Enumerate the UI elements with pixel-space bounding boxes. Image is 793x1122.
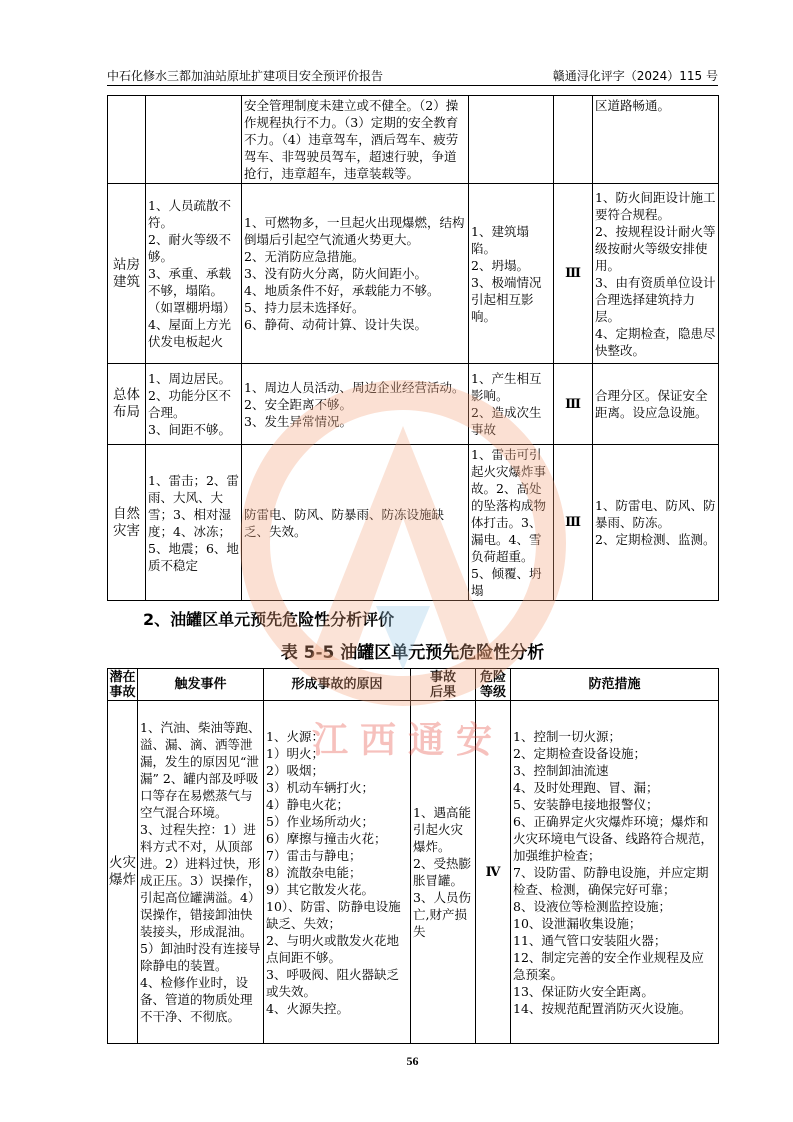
- cell-item: 9）其它散发火花。: [266, 881, 374, 897]
- cell-item: 1、雷击可引起火灾爆炸事故。2、高处的坠落构成物体打击。3、漏电。4、雪负荷超重。5、倾覆、坍塌: [471, 447, 547, 598]
- cell-item: 2、与明火或散发火花地点间距不够。: [266, 932, 399, 965]
- cell-consequence: [469, 96, 554, 184]
- section-heading: 2、油罐区单元预先危险性分析评价: [143, 610, 395, 629]
- cell-item: 1、防雷电、防风、防暴雨、防冻。: [595, 498, 716, 530]
- cell-item: 2、坍塌。: [471, 257, 529, 273]
- cell-trigger: [146, 364, 242, 445]
- cell-item: 3、间距不够。: [148, 422, 231, 437]
- cell-item: Ⅲ: [565, 396, 581, 412]
- header-cause: 形成事故的原因: [264, 669, 411, 701]
- header-risk-level: 危险等级: [476, 669, 511, 701]
- cell-item: 8、设液位等检测监控设施；: [513, 898, 671, 914]
- cell-item: 火灾爆炸: [109, 855, 136, 888]
- cell-item: 3、承重、承载不够，塌陷。（如罩棚坍塌）: [148, 266, 236, 315]
- header-report-title: 中石化修水三都加油站原址扩建项目安全预评价报告: [107, 69, 384, 83]
- table-row: [108, 701, 719, 1044]
- header-trigger-event: 触发事件: [138, 669, 264, 701]
- cell-item: 1、建筑塌陷。: [471, 223, 529, 256]
- cell-level: [554, 96, 593, 184]
- cell-item: 1、人员疏散不符。: [148, 198, 231, 230]
- cell-item: 8）流散杂电能；: [266, 864, 362, 880]
- cell-cause: [264, 701, 411, 1044]
- cell-item: 2、功能分区不合理。: [148, 388, 231, 420]
- cell-level: [554, 364, 593, 445]
- cell-item: 1、周边居民。: [148, 371, 231, 386]
- cell-consequence: [469, 445, 554, 601]
- cell-item: 2、按规程设计耐火等级按耐火等级安排使用。: [595, 223, 716, 273]
- cell-item: 3、发生异常情况。: [244, 413, 352, 429]
- cell-item: 2、受热膨胀冒罐。: [413, 856, 471, 888]
- cell-item: 1、周边人员活动、周边企业经营活动。: [244, 379, 465, 395]
- cell-item: 10）、防雷、防静电设施缺乏、失效；: [266, 898, 401, 931]
- cell-item: 3、过程失控：1）进料方式不对，从顶部进。2）进料过快，形成正压。3）误操作，引起高位罐满溢。4）误操作，错接卸油快装接头，形成混油。: [140, 822, 261, 939]
- cell-measures: [593, 184, 719, 364]
- cell-measures: [511, 701, 719, 1044]
- cell-item: 7）雷击与静电；: [266, 847, 362, 863]
- cell-item: 6、正确界定火灾爆炸环境；爆炸和火灾环境电气设备、线路符合规范，加强维护检查；: [513, 813, 714, 863]
- cell-item: 4、屋面上方光伏发电板起火: [148, 317, 231, 349]
- cell-item: 5、安装静电接地报警仪；: [513, 796, 659, 812]
- cell-item: 3、人员伤亡,财产损失: [413, 890, 471, 939]
- cell-item: Ⅲ: [565, 515, 581, 530]
- cell-hazard: [108, 701, 138, 1044]
- cell-item: 2、无消防应急措施。: [244, 249, 365, 264]
- cell-item: 2、安全距离不够。: [244, 396, 352, 412]
- watermark-text: 江西通安: [312, 720, 505, 761]
- cell-item: 4、定期检查，隐患尽快整改。: [595, 325, 716, 358]
- cell-consequence: [469, 364, 554, 445]
- cell-item: 安全管理制度未建立或不健全。（2）操作规程执行不力。（3）定期的安全教育不力。（4）违章驾车，酒后驾车、疲劳驾车、非驾驶员驾车，超速行驶，争道抢行，违章超车，违章装载等。: [244, 98, 459, 181]
- cell-trigger: [138, 701, 264, 1044]
- table-header-row: [108, 669, 719, 701]
- cell-item: 区道路畅通。: [595, 98, 671, 113]
- cell-measures: [593, 445, 719, 601]
- table-body: [108, 701, 719, 1044]
- cell-trigger: [146, 96, 242, 184]
- cell-item: 1、控制一切火源；: [513, 728, 621, 744]
- cell-item: 自然灾害: [113, 505, 140, 539]
- cell-item: 1）明火；: [266, 745, 324, 761]
- cell-item: 4）静电火花；: [266, 796, 349, 812]
- cell-item: 6、静荷、动荷计算、设计失误。: [244, 317, 427, 332]
- cell-item: 2）吸烟；: [266, 762, 324, 778]
- cell-trigger: [146, 445, 242, 601]
- cell-consequence: [469, 184, 554, 364]
- cell-item: 3、由有资质单位设计合理选择建筑持力层。: [595, 274, 716, 324]
- header-consequence: 事故后果: [429, 669, 456, 700]
- cell-item: 3）机动车辆打火；: [266, 779, 374, 795]
- cell-item: Ⅳ: [485, 864, 501, 880]
- cell-item: 13、保证防火安全距离。: [513, 983, 654, 999]
- cell-level: [554, 445, 593, 601]
- cell-hazard: [108, 184, 146, 364]
- cell-cause: [242, 184, 469, 364]
- cell-item: 10、设泄漏收集设施；: [513, 915, 642, 931]
- cell-consequence: [411, 701, 476, 1044]
- table-row: [108, 445, 719, 601]
- table-row: [108, 184, 719, 364]
- cell-hazard: [108, 96, 146, 184]
- header-consequence-cell: [411, 669, 476, 701]
- cell-item: 2、定期检测、监测。: [595, 532, 716, 547]
- cell-item: 4、火源失控。: [266, 1000, 349, 1016]
- cell-item: 3、没有防火分离，防火间距小。: [244, 266, 427, 281]
- header-measures: 防范措施: [511, 669, 719, 701]
- running-header: [107, 69, 718, 83]
- cell-item: 4、检修作业时，设备、管道的物质处理不干净、不彻底。: [140, 975, 253, 1024]
- cell-measures: [593, 364, 719, 445]
- cell-item: 5）卸油时没有连接导除静电的装置。: [140, 941, 261, 973]
- table-caption: 表 5-5 油罐区单元预先危险性分析: [280, 643, 545, 663]
- cell-item: 5、持力层未选择好。: [244, 300, 365, 315]
- cell-item: 11、通气管口安装阻火器；: [513, 932, 667, 948]
- cell-level: [476, 701, 511, 1044]
- table-row: [108, 96, 719, 184]
- cell-item: 1、防火间距设计施工要符合规程。: [595, 189, 716, 222]
- page-number: 56: [406, 1054, 419, 1068]
- cell-item: 3、控制卸油流速: [513, 762, 609, 778]
- cell-item: 3、呼吸阀、阻火器缺乏或失效。: [266, 966, 399, 999]
- cell-measures: [593, 96, 719, 184]
- tank-area-hazard-table: [107, 668, 719, 1044]
- cell-cause: [242, 445, 469, 601]
- cell-item: 1、产生相互影响。: [471, 371, 542, 403]
- header-rule: [107, 85, 718, 86]
- header-document-number: 赣通浔化评字（2024）115 号: [552, 69, 718, 83]
- table-row: [108, 364, 719, 445]
- cell-hazard: [108, 364, 146, 445]
- cell-item: 1、汽油、柴油等跑、溢、漏、滴、洒等泄漏，发生的原因见“泄漏” 2、罐内部及呼吸口等存在易燃蒸气与空气混合环境。: [140, 720, 261, 820]
- cell-trigger: [146, 184, 242, 364]
- cell-item: 6）摩擦与撞击火花；: [266, 830, 387, 846]
- header-potential-accident: 潜在事故: [109, 669, 136, 700]
- cell-item: 5）作业场所动火；: [266, 813, 374, 829]
- cell-item: 防雷电、防风、防暴雨、防冻设施缺乏、失效。: [244, 506, 445, 539]
- cell-item: 4、及时处理跑、冒、漏；: [513, 779, 659, 795]
- hazard-analysis-table-continued: [107, 95, 719, 601]
- cell-item: 12、制定完善的安全作业规程及应急预案。: [513, 949, 704, 982]
- cell-item: 总体布局: [113, 387, 140, 420]
- cell-item: 1、火源：: [266, 728, 324, 744]
- cell-hazard: [108, 445, 146, 601]
- cell-item: 2、定期检查设备设施；: [513, 745, 646, 761]
- cell-item: 合理分区。保证安全距离。设应急设施。: [595, 388, 708, 420]
- cell-item: 14、按规范配置消防灭火设施。: [513, 1000, 692, 1016]
- cell-cause: [242, 96, 469, 184]
- cell-item: 1、可燃物多，一旦起火出现爆燃，结构倒塌后引起空气流通火势更大。: [244, 215, 465, 247]
- cell-item: Ⅲ: [565, 266, 581, 281]
- cell-item: 1、雷击；2、雷雨、大风、大雪；3、相对湿度；4、冰冻；5、地震；6、地质不稳定: [148, 472, 239, 573]
- cell-cause: [242, 364, 469, 445]
- cell-level: [554, 184, 593, 364]
- cell-item: 3、极端情况引起相互影响。: [471, 274, 542, 324]
- cell-item: 2、耐火等级不够。: [148, 232, 231, 264]
- cell-item: 2、造成次生事故: [471, 405, 542, 437]
- cell-item: 1、遇高能引起火灾爆炸。: [413, 805, 471, 854]
- cell-item: 4、地质条件不好，承载能力不够。: [244, 283, 440, 298]
- cell-item: 7、设防雷、防静电设施，并应定期检查、检测，确保完好可靠；: [513, 864, 709, 897]
- table-body: [108, 96, 719, 601]
- cell-item: 站房建筑: [113, 256, 140, 290]
- page-content: [107, 95, 718, 1068]
